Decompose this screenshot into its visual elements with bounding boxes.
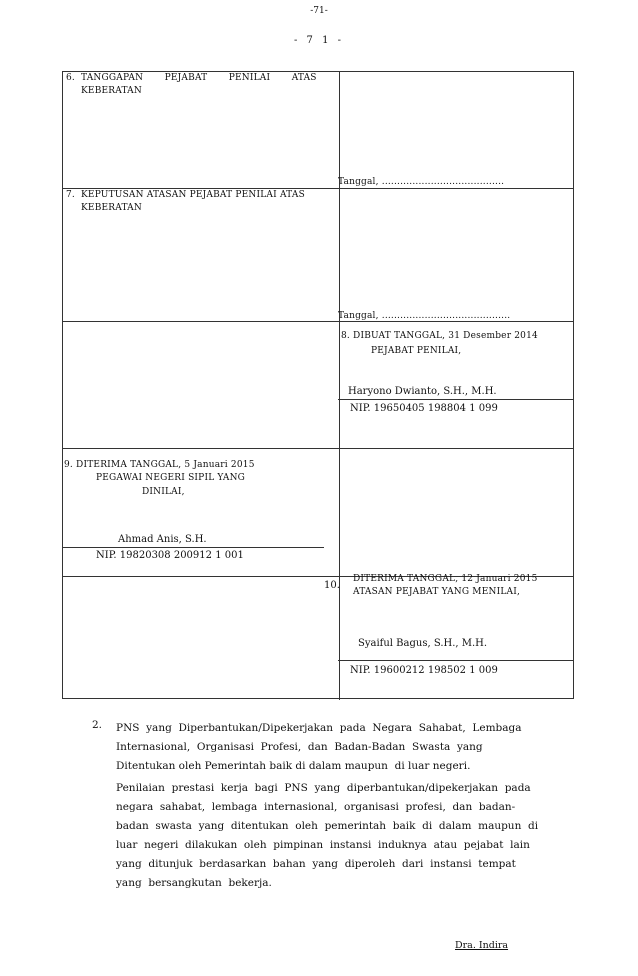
section8-name: Haryono Dwianto, S.H., M.H. <box>348 386 497 397</box>
form-table <box>62 71 574 699</box>
item-heading <box>116 719 588 776</box>
item-line: Internasional, Organisasi Profesi, dan Badan-Badan Swasta yang <box>116 741 483 753</box>
section7-date: Tanggal, .......................................... <box>338 311 511 321</box>
paragraph-line: badan swasta yang ditentukan oleh pemerintah baik di dalam maupun di <box>116 820 539 832</box>
section9-role-line2: DINILAI, <box>142 487 185 497</box>
section6-number: 6. <box>66 73 75 83</box>
item-number: 2. <box>92 719 103 731</box>
section9-role-line1: PEGAWAI NEGERI SIPIL YANG <box>96 473 246 483</box>
paragraph-line: Penilaian prestasi kerja bagi PNS yang diperbantukan/dipekerjakan pada <box>116 782 531 794</box>
section6-date: Tanggal, ........................................ <box>338 177 505 187</box>
section10-role: ATASAN PEJABAT YANG MENILAI, <box>353 587 521 597</box>
section9-signature-line <box>62 547 324 548</box>
item-line: PNS yang Diperbantukan/Dipekerjakan pada Negara Sahabat, Lembaga <box>116 722 522 734</box>
footer-author: Dra. Indira <box>455 940 509 951</box>
item-line: Ditentukan oleh Pemerintah baik di dalam maupun di luar negeri. <box>116 760 471 772</box>
section8-role: PEJABAT PENILAI, <box>371 346 462 356</box>
paragraph-line: luar negeri dilakukan oleh pimpinan instansi induknya atau pejabat lain <box>116 839 530 851</box>
section7-title-line2: KEBERATAN <box>81 203 142 213</box>
section10-signature-line <box>338 660 574 661</box>
page-number-top: -71- <box>310 6 328 16</box>
section8-signature-line <box>338 399 574 400</box>
row-divider-7-8 <box>63 321 574 322</box>
section6-title: TANGGAPAN PEJABAT PENILAI ATAS <box>81 73 317 83</box>
row-divider-8-9 <box>63 448 574 449</box>
section9-label: 9. DITERIMA TANGGAL, 5 Januari 2015 <box>64 460 255 470</box>
column-divider <box>339 72 340 700</box>
paragraph-line: yang ditunjuk berdasarkan bahan yang diperoleh dari instansi tempat <box>116 858 516 870</box>
section10-label: DITERIMA TANGGAL, 12 Januari 2015 <box>353 574 538 584</box>
paragraph-line: negara sahabat, lembaga internasional, organisasi profesi, dan badan- <box>116 801 516 813</box>
section10-number: 10. <box>324 580 340 591</box>
row-divider-6-7 <box>63 188 574 189</box>
section9-name: Ahmad Anis, S.H. <box>118 534 207 545</box>
page-number-label: - 7 1 - <box>293 35 345 46</box>
section9-nip: NIP. 19820308 200912 1 001 <box>96 550 244 561</box>
section10-name: Syaiful Bagus, S.H., M.H. <box>358 638 488 649</box>
section7-title: KEPUTUSAN ATASAN PEJABAT PENILAI ATAS <box>81 190 305 200</box>
body-paragraph <box>116 779 588 893</box>
section8-nip: NIP. 19650405 198804 1 099 <box>350 403 498 414</box>
paragraph-line: yang bersangkutan bekerja. <box>116 877 272 889</box>
section8-label: 8. DIBUAT TANGGAL, 31 Desember 2014 <box>341 331 538 341</box>
section6-title-line2: KEBERATAN <box>81 86 142 96</box>
section10-nip: NIP. 19600212 198502 1 009 <box>350 665 498 676</box>
section7-number: 7. <box>66 190 75 200</box>
